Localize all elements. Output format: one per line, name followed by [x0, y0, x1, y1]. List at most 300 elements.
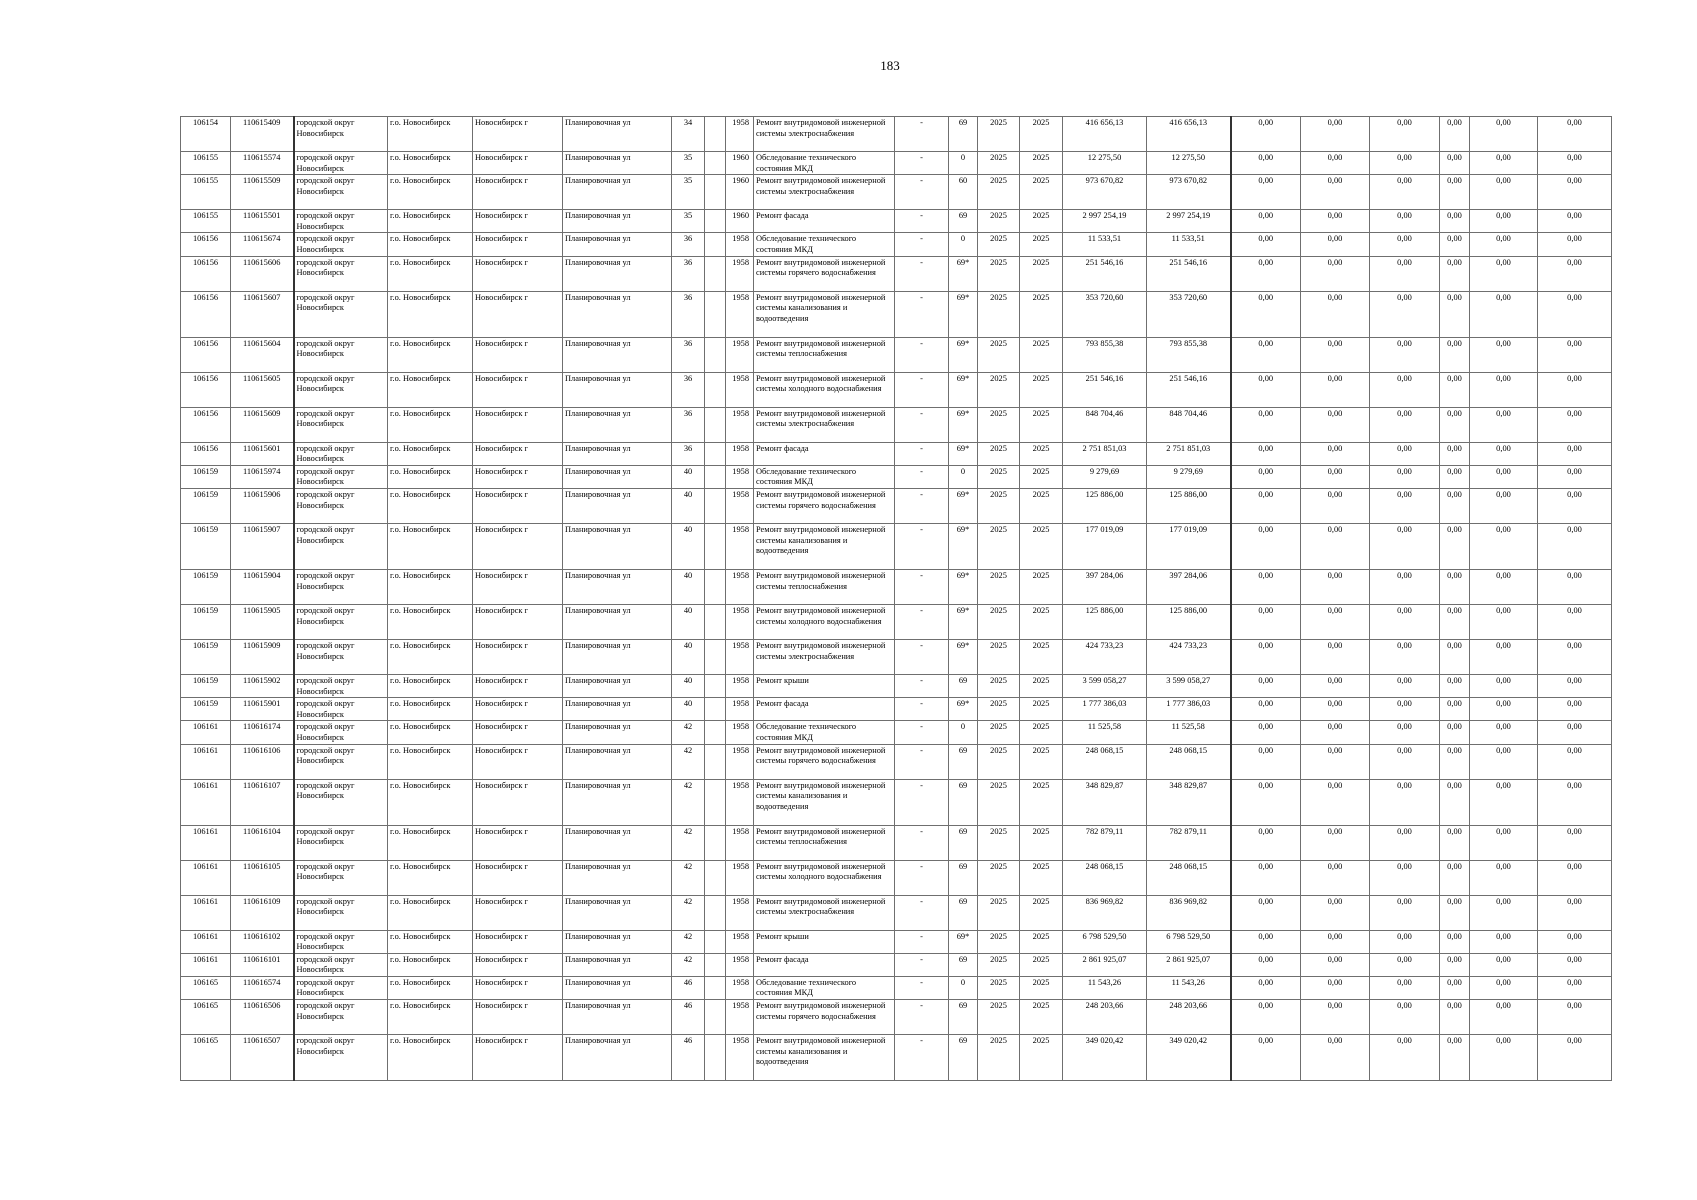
- cell-street: Планировочная ул: [563, 442, 672, 465]
- cell-locality: Новосибирск г: [473, 175, 563, 210]
- cell-work-type: Ремонт фасада: [754, 210, 895, 233]
- cell-row-id: 106156: [181, 407, 231, 442]
- cell-cost-col-18: 0,00: [1301, 698, 1370, 721]
- cell-cost-fund: 349 020,42: [1147, 1035, 1231, 1081]
- cell-wear-percent: 69: [949, 1035, 978, 1081]
- cell-cost-col-19: 0,00: [1370, 256, 1440, 291]
- cell-cost-col-22: 0,00: [1538, 721, 1612, 744]
- table-row: [181, 233, 1612, 256]
- cell-work-type: Обследование технического состояния МКД: [754, 721, 895, 744]
- cell-work-type: Ремонт внутридомовой инженерной системы электроснабжения: [754, 175, 895, 210]
- cell-work-id: 110615674: [231, 233, 294, 256]
- cell-district: г.о. Новосибирск: [388, 860, 473, 895]
- cell-plan-year-end: 2025: [1020, 976, 1063, 999]
- cell-building: [705, 976, 726, 999]
- cell-year-built: 1960: [726, 152, 754, 175]
- table-row: [181, 152, 1612, 175]
- cell-work-id: 110615904: [231, 569, 294, 604]
- cell-dash: -: [895, 372, 949, 407]
- cell-locality: Новосибирск г: [473, 1035, 563, 1081]
- cell-total-cost: 248 068,15: [1063, 744, 1147, 779]
- cell-year-built: 1958: [726, 233, 754, 256]
- cell-work-id: 110615574: [231, 152, 294, 175]
- cell-dash: -: [895, 291, 949, 337]
- cell-cost-col-18: 0,00: [1301, 779, 1370, 825]
- cell-district: г.о. Новосибирск: [388, 674, 473, 697]
- cell-house-number: 40: [672, 674, 705, 697]
- cell-cost-col-18: 0,00: [1301, 895, 1370, 930]
- cell-locality: Новосибирск г: [473, 152, 563, 175]
- cell-cost-fund: 782 879,11: [1147, 825, 1231, 860]
- cell-row-id: 106161: [181, 895, 231, 930]
- cell-row-id: 106155: [181, 175, 231, 210]
- cell-work-type: Ремонт внутридомовой инженерной системы канализования и водоотведения: [754, 1035, 895, 1081]
- cell-building: [705, 698, 726, 721]
- cell-locality: Новосибирск г: [473, 488, 563, 523]
- cell-cost-fund: 9 279,69: [1147, 465, 1231, 488]
- cell-building: [705, 639, 726, 674]
- cell-year-built: 1958: [726, 372, 754, 407]
- cell-cost-col-20: 0,00: [1440, 953, 1470, 976]
- cell-work-type: Ремонт внутридомовой инженерной системы горячего водоснабжения: [754, 256, 895, 291]
- cell-cost-col-20: 0,00: [1440, 488, 1470, 523]
- cell-plan-year-end: 2025: [1020, 117, 1063, 152]
- cell-cost-col-18: 0,00: [1301, 639, 1370, 674]
- cell-cost-col-19: 0,00: [1370, 117, 1440, 152]
- cell-total-cost: 349 020,42: [1063, 1035, 1147, 1081]
- cell-year-built: 1958: [726, 569, 754, 604]
- cell-dash: -: [895, 569, 949, 604]
- cell-cost-col-20: 0,00: [1440, 117, 1470, 152]
- cell-work-type: Ремонт внутридомовой инженерной системы холодного водоснабжения: [754, 860, 895, 895]
- cell-municipality: городской округ Новосибирск: [294, 488, 388, 523]
- cell-plan-year-start: 2025: [978, 779, 1020, 825]
- cell-house-number: 42: [672, 860, 705, 895]
- cell-house-number: 42: [672, 721, 705, 744]
- cell-cost-fund: 973 670,82: [1147, 175, 1231, 210]
- table-row: [181, 1035, 1612, 1081]
- cell-building: [705, 372, 726, 407]
- cell-cost-col-19: 0,00: [1370, 976, 1440, 999]
- cell-house-number: 35: [672, 175, 705, 210]
- cell-plan-year-start: 2025: [978, 488, 1020, 523]
- cell-work-id: 110615501: [231, 210, 294, 233]
- cell-district: г.о. Новосибирск: [388, 152, 473, 175]
- cell-district: г.о. Новосибирск: [388, 488, 473, 523]
- cell-cost-col-17: 0,00: [1231, 407, 1301, 442]
- table-row: [181, 117, 1612, 152]
- cell-cost-col-18: 0,00: [1301, 1035, 1370, 1081]
- cell-cost-col-19: 0,00: [1370, 744, 1440, 779]
- cell-work-id: 110616107: [231, 779, 294, 825]
- cell-cost-col-21: 0,00: [1470, 442, 1538, 465]
- cell-cost-col-22: 0,00: [1538, 744, 1612, 779]
- cell-cost-col-18: 0,00: [1301, 744, 1370, 779]
- cell-row-id: 106159: [181, 569, 231, 604]
- cell-district: г.о. Новосибирск: [388, 210, 473, 233]
- cell-row-id: 106165: [181, 976, 231, 999]
- cell-dash: -: [895, 337, 949, 372]
- cell-cost-col-18: 0,00: [1301, 210, 1370, 233]
- cell-house-number: 46: [672, 1000, 705, 1035]
- cell-year-built: 1958: [726, 953, 754, 976]
- cell-cost-col-17: 0,00: [1231, 953, 1301, 976]
- cell-cost-col-22: 0,00: [1538, 779, 1612, 825]
- cell-cost-fund: 2 861 925,07: [1147, 953, 1231, 976]
- cell-street: Планировочная ул: [563, 372, 672, 407]
- cell-street: Планировочная ул: [563, 152, 672, 175]
- cell-house-number: 35: [672, 210, 705, 233]
- cell-total-cost: 397 284,06: [1063, 569, 1147, 604]
- cell-work-type: Ремонт внутридомовой инженерной системы электроснабжения: [754, 117, 895, 152]
- cell-wear-percent: 69: [949, 779, 978, 825]
- cell-cost-col-22: 0,00: [1538, 337, 1612, 372]
- cell-row-id: 106161: [181, 779, 231, 825]
- cell-cost-col-21: 0,00: [1470, 117, 1538, 152]
- cell-cost-col-18: 0,00: [1301, 407, 1370, 442]
- cell-cost-col-18: 0,00: [1301, 930, 1370, 953]
- cell-plan-year-end: 2025: [1020, 825, 1063, 860]
- cell-row-id: 106156: [181, 291, 231, 337]
- cell-cost-col-21: 0,00: [1470, 639, 1538, 674]
- cell-locality: Новосибирск г: [473, 860, 563, 895]
- cell-plan-year-end: 2025: [1020, 523, 1063, 569]
- cell-cost-col-17: 0,00: [1231, 291, 1301, 337]
- cell-cost-col-20: 0,00: [1440, 372, 1470, 407]
- cell-year-built: 1958: [726, 523, 754, 569]
- cell-row-id: 106159: [181, 465, 231, 488]
- cell-work-id: 110615974: [231, 465, 294, 488]
- cell-cost-col-17: 0,00: [1231, 117, 1301, 152]
- cell-locality: Новосибирск г: [473, 442, 563, 465]
- cell-cost-fund: 793 855,38: [1147, 337, 1231, 372]
- cell-cost-fund: 424 733,23: [1147, 639, 1231, 674]
- cell-cost-col-21: 0,00: [1470, 407, 1538, 442]
- cell-total-cost: 416 656,13: [1063, 117, 1147, 152]
- cell-dash: -: [895, 639, 949, 674]
- cell-cost-col-22: 0,00: [1538, 930, 1612, 953]
- cell-building: [705, 721, 726, 744]
- cell-cost-col-19: 0,00: [1370, 465, 1440, 488]
- cell-cost-col-18: 0,00: [1301, 860, 1370, 895]
- cell-cost-col-18: 0,00: [1301, 604, 1370, 639]
- table-row: [181, 779, 1612, 825]
- cell-row-id: 106159: [181, 698, 231, 721]
- cell-district: г.о. Новосибирск: [388, 930, 473, 953]
- cell-building: [705, 825, 726, 860]
- cell-plan-year-start: 2025: [978, 721, 1020, 744]
- cell-district: г.о. Новосибирск: [388, 639, 473, 674]
- cell-street: Планировочная ул: [563, 674, 672, 697]
- cell-cost-col-17: 0,00: [1231, 465, 1301, 488]
- cell-cost-col-22: 0,00: [1538, 860, 1612, 895]
- cell-total-cost: 11 525,58: [1063, 721, 1147, 744]
- cell-cost-col-20: 0,00: [1440, 337, 1470, 372]
- cell-dash: -: [895, 698, 949, 721]
- cell-cost-col-21: 0,00: [1470, 1035, 1538, 1081]
- cell-cost-col-20: 0,00: [1440, 930, 1470, 953]
- table-row: [181, 372, 1612, 407]
- cell-cost-col-22: 0,00: [1538, 442, 1612, 465]
- cell-total-cost: 848 704,46: [1063, 407, 1147, 442]
- cell-plan-year-start: 2025: [978, 698, 1020, 721]
- cell-year-built: 1958: [726, 744, 754, 779]
- table-row: [181, 569, 1612, 604]
- cell-cost-col-20: 0,00: [1440, 976, 1470, 999]
- cell-locality: Новосибирск г: [473, 1000, 563, 1035]
- cell-cost-col-21: 0,00: [1470, 779, 1538, 825]
- cell-cost-col-19: 0,00: [1370, 442, 1440, 465]
- cell-cost-col-22: 0,00: [1538, 604, 1612, 639]
- cell-work-id: 110616102: [231, 930, 294, 953]
- cell-municipality: городской округ Новосибирск: [294, 175, 388, 210]
- table-row: [181, 953, 1612, 976]
- cell-street: Планировочная ул: [563, 523, 672, 569]
- cell-plan-year-end: 2025: [1020, 465, 1063, 488]
- cell-dash: -: [895, 1000, 949, 1035]
- cell-plan-year-end: 2025: [1020, 930, 1063, 953]
- cell-municipality: городской округ Новосибирск: [294, 291, 388, 337]
- cell-plan-year-end: 2025: [1020, 256, 1063, 291]
- cell-year-built: 1958: [726, 639, 754, 674]
- cell-work-id: 110616106: [231, 744, 294, 779]
- cell-plan-year-start: 2025: [978, 210, 1020, 233]
- cell-work-id: 110616574: [231, 976, 294, 999]
- cell-work-id: 110616105: [231, 860, 294, 895]
- cell-building: [705, 1000, 726, 1035]
- cell-year-built: 1960: [726, 175, 754, 210]
- cell-plan-year-end: 2025: [1020, 488, 1063, 523]
- cell-plan-year-end: 2025: [1020, 639, 1063, 674]
- cell-cost-col-20: 0,00: [1440, 779, 1470, 825]
- cell-district: г.о. Новосибирск: [388, 442, 473, 465]
- cell-cost-col-17: 0,00: [1231, 488, 1301, 523]
- cell-district: г.о. Новосибирск: [388, 721, 473, 744]
- cell-cost-col-22: 0,00: [1538, 256, 1612, 291]
- cell-cost-col-18: 0,00: [1301, 1000, 1370, 1035]
- table-row: [181, 256, 1612, 291]
- cell-wear-percent: 0: [949, 721, 978, 744]
- cell-building: [705, 674, 726, 697]
- cell-house-number: 36: [672, 256, 705, 291]
- cell-cost-col-20: 0,00: [1440, 744, 1470, 779]
- cell-cost-col-18: 0,00: [1301, 152, 1370, 175]
- cell-district: г.о. Новосибирск: [388, 895, 473, 930]
- cell-cost-col-19: 0,00: [1370, 407, 1440, 442]
- cell-cost-col-20: 0,00: [1440, 152, 1470, 175]
- cell-plan-year-end: 2025: [1020, 1000, 1063, 1035]
- cell-cost-col-19: 0,00: [1370, 291, 1440, 337]
- cell-row-id: 106156: [181, 442, 231, 465]
- cell-work-id: 110615409: [231, 117, 294, 152]
- cell-row-id: 106161: [181, 953, 231, 976]
- cell-cost-col-19: 0,00: [1370, 152, 1440, 175]
- cell-cost-fund: 125 886,00: [1147, 604, 1231, 639]
- cell-cost-col-20: 0,00: [1440, 233, 1470, 256]
- cell-locality: Новосибирск г: [473, 976, 563, 999]
- cell-work-id: 110616101: [231, 953, 294, 976]
- cell-row-id: 106161: [181, 744, 231, 779]
- cell-plan-year-end: 2025: [1020, 953, 1063, 976]
- cell-cost-col-20: 0,00: [1440, 674, 1470, 697]
- cell-total-cost: 251 546,16: [1063, 256, 1147, 291]
- cell-cost-col-18: 0,00: [1301, 372, 1370, 407]
- cell-cost-col-22: 0,00: [1538, 152, 1612, 175]
- cell-locality: Новосибирск г: [473, 825, 563, 860]
- cell-municipality: городской округ Новосибирск: [294, 442, 388, 465]
- cell-cost-col-17: 0,00: [1231, 825, 1301, 860]
- table-row: [181, 442, 1612, 465]
- cell-wear-percent: 69*: [949, 407, 978, 442]
- cell-building: [705, 1035, 726, 1081]
- cell-cost-col-22: 0,00: [1538, 407, 1612, 442]
- cell-plan-year-start: 2025: [978, 976, 1020, 999]
- cell-cost-col-17: 0,00: [1231, 930, 1301, 953]
- cell-locality: Новосибирск г: [473, 407, 563, 442]
- cell-wear-percent: 69: [949, 117, 978, 152]
- table-row: [181, 407, 1612, 442]
- cell-wear-percent: 69*: [949, 256, 978, 291]
- cell-district: г.о. Новосибирск: [388, 291, 473, 337]
- cell-cost-col-20: 0,00: [1440, 698, 1470, 721]
- cell-work-type: Ремонт внутридомовой инженерной системы холодного водоснабжения: [754, 604, 895, 639]
- cell-district: г.о. Новосибирск: [388, 953, 473, 976]
- cell-street: Планировочная ул: [563, 1000, 672, 1035]
- cell-plan-year-start: 2025: [978, 372, 1020, 407]
- cell-plan-year-start: 2025: [978, 639, 1020, 674]
- cell-wear-percent: 69*: [949, 523, 978, 569]
- table-row: [181, 337, 1612, 372]
- cell-cost-col-21: 0,00: [1470, 337, 1538, 372]
- cell-street: Планировочная ул: [563, 895, 672, 930]
- cell-dash: -: [895, 442, 949, 465]
- cell-house-number: 40: [672, 569, 705, 604]
- cell-cost-col-21: 0,00: [1470, 744, 1538, 779]
- table-row: [181, 175, 1612, 210]
- cell-work-id: 110615605: [231, 372, 294, 407]
- cell-plan-year-end: 2025: [1020, 698, 1063, 721]
- cell-dash: -: [895, 976, 949, 999]
- cell-cost-col-21: 0,00: [1470, 860, 1538, 895]
- cell-street: Планировочная ул: [563, 569, 672, 604]
- cell-cost-col-22: 0,00: [1538, 1035, 1612, 1081]
- cell-work-id: 110615909: [231, 639, 294, 674]
- cell-wear-percent: 0: [949, 465, 978, 488]
- cell-year-built: 1958: [726, 488, 754, 523]
- cell-municipality: городской округ Новосибирск: [294, 210, 388, 233]
- cell-total-cost: 348 829,87: [1063, 779, 1147, 825]
- cell-total-cost: 6 798 529,50: [1063, 930, 1147, 953]
- cell-plan-year-end: 2025: [1020, 152, 1063, 175]
- cell-cost-col-22: 0,00: [1538, 825, 1612, 860]
- cell-building: [705, 256, 726, 291]
- cell-street: Планировочная ул: [563, 256, 672, 291]
- cell-cost-fund: 251 546,16: [1147, 256, 1231, 291]
- cell-year-built: 1958: [726, 1035, 754, 1081]
- cell-cost-col-20: 0,00: [1440, 210, 1470, 233]
- cell-wear-percent: 69*: [949, 930, 978, 953]
- cell-plan-year-start: 2025: [978, 233, 1020, 256]
- cell-cost-col-21: 0,00: [1470, 930, 1538, 953]
- cell-total-cost: 248 203,66: [1063, 1000, 1147, 1035]
- cell-cost-col-19: 0,00: [1370, 953, 1440, 976]
- cell-house-number: 40: [672, 465, 705, 488]
- cell-cost-col-19: 0,00: [1370, 233, 1440, 256]
- cell-district: г.о. Новосибирск: [388, 744, 473, 779]
- cell-plan-year-start: 2025: [978, 1000, 1020, 1035]
- cell-building: [705, 860, 726, 895]
- cell-wear-percent: 69*: [949, 569, 978, 604]
- cell-building: [705, 465, 726, 488]
- cell-plan-year-start: 2025: [978, 930, 1020, 953]
- cell-cost-fund: 248 068,15: [1147, 860, 1231, 895]
- cell-cost-col-22: 0,00: [1538, 976, 1612, 999]
- cell-building: [705, 953, 726, 976]
- cell-cost-col-17: 0,00: [1231, 639, 1301, 674]
- cell-house-number: 36: [672, 372, 705, 407]
- table-row: [181, 523, 1612, 569]
- cell-cost-col-19: 0,00: [1370, 604, 1440, 639]
- cell-dash: -: [895, 210, 949, 233]
- cell-cost-col-19: 0,00: [1370, 488, 1440, 523]
- cell-street: Планировочная ул: [563, 930, 672, 953]
- cell-cost-col-19: 0,00: [1370, 337, 1440, 372]
- cell-municipality: городской округ Новосибирск: [294, 779, 388, 825]
- cell-year-built: 1958: [726, 930, 754, 953]
- cell-cost-fund: 251 546,16: [1147, 372, 1231, 407]
- cell-locality: Новосибирск г: [473, 779, 563, 825]
- cell-year-built: 1958: [726, 860, 754, 895]
- table-row: [181, 465, 1612, 488]
- cell-street: Планировочная ул: [563, 744, 672, 779]
- cell-municipality: городской округ Новосибирск: [294, 860, 388, 895]
- cell-municipality: городской округ Новосибирск: [294, 152, 388, 175]
- cell-total-cost: 12 275,50: [1063, 152, 1147, 175]
- cell-row-id: 106156: [181, 233, 231, 256]
- cell-cost-col-21: 0,00: [1470, 721, 1538, 744]
- cell-district: г.о. Новосибирск: [388, 779, 473, 825]
- cell-building: [705, 895, 726, 930]
- cell-total-cost: 2 997 254,19: [1063, 210, 1147, 233]
- cell-plan-year-start: 2025: [978, 604, 1020, 639]
- cell-street: Планировочная ул: [563, 233, 672, 256]
- cell-total-cost: 836 969,82: [1063, 895, 1147, 930]
- cell-cost-col-18: 0,00: [1301, 674, 1370, 697]
- cell-total-cost: 11 543,26: [1063, 976, 1147, 999]
- cell-cost-col-21: 0,00: [1470, 895, 1538, 930]
- cell-year-built: 1958: [726, 779, 754, 825]
- cell-work-type: Ремонт внутридомовой инженерной системы канализования и водоотведения: [754, 779, 895, 825]
- cell-plan-year-start: 2025: [978, 569, 1020, 604]
- table-row: [181, 895, 1612, 930]
- cell-street: Планировочная ул: [563, 337, 672, 372]
- cell-year-built: 1960: [726, 210, 754, 233]
- cell-plan-year-end: 2025: [1020, 291, 1063, 337]
- cell-plan-year-end: 2025: [1020, 372, 1063, 407]
- cell-plan-year-end: 2025: [1020, 337, 1063, 372]
- cell-wear-percent: 69: [949, 953, 978, 976]
- cell-cost-fund: 836 969,82: [1147, 895, 1231, 930]
- cell-cost-col-21: 0,00: [1470, 1000, 1538, 1035]
- cell-house-number: 42: [672, 744, 705, 779]
- cell-house-number: 42: [672, 953, 705, 976]
- cell-plan-year-end: 2025: [1020, 860, 1063, 895]
- cell-municipality: городской округ Новосибирск: [294, 523, 388, 569]
- cell-building: [705, 779, 726, 825]
- cell-cost-col-19: 0,00: [1370, 175, 1440, 210]
- cell-cost-fund: 3 599 058,27: [1147, 674, 1231, 697]
- cell-cost-col-17: 0,00: [1231, 721, 1301, 744]
